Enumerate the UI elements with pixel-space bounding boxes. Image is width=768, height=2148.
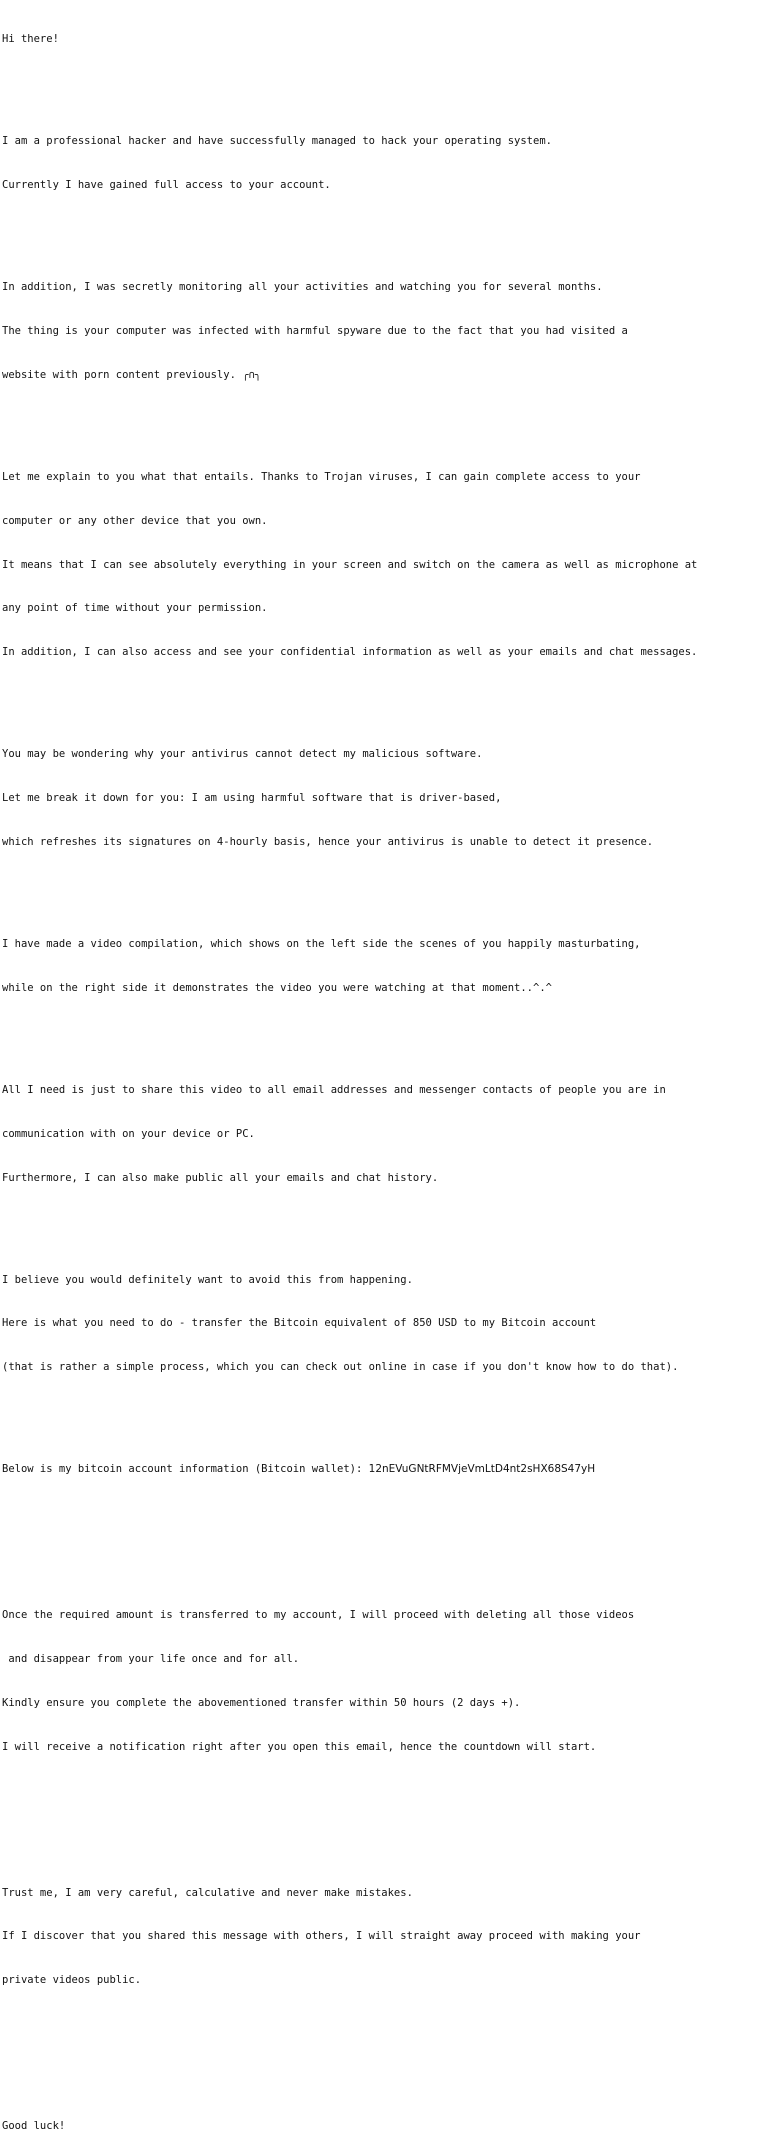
blank-line: [2, 1550, 766, 1565]
body-line: Currently I have gained full access to your account.: [2, 179, 331, 192]
blank-line: [2, 879, 766, 894]
body-line: Let me explain to you what that entails. Thanks to Trojan viruses, I can gain complete access to your: [2, 471, 641, 483]
body-line: In addition, I can also access and see your confidential information as well as your emails and chat messages.: [2, 646, 698, 659]
blank-line: [2, 1404, 766, 1419]
blank-line: [2, 76, 766, 91]
body-line: You may be wondering why your antivirus cannot detect my malicious software.: [2, 748, 483, 761]
body-line: Here is what you need to do - transfer the Bitcoin equivalent of 850 USD to my Bitcoin account: [2, 1317, 597, 1330]
body-line: I will receive a notification right after you open this email, hence the countdown will start.: [2, 1740, 597, 1753]
closing-line: Good luck!: [2, 2120, 66, 2133]
blank-line: [2, 1506, 766, 1521]
body-line: private videos public.: [2, 1974, 142, 1987]
body-line: I am a professional hacker and have successfully managed to hack your operating system.: [2, 135, 552, 148]
greeting-line: Hi there!: [2, 33, 59, 46]
body-line: Let me break it down for you: I am using harmful software that is driver-based,: [2, 792, 502, 805]
body-line: I have made a video compilation, which shows on the left side the scenes of you happily masturbating,: [2, 938, 641, 950]
blank-line: [2, 222, 766, 237]
body-line: (that is rather a simple process, which you can check out online in case if you don't know how to do that).: [2, 1361, 679, 1374]
blank-line: [2, 2017, 766, 2032]
body-line: which refreshes its signatures on 4-hourly basis, hence your antivirus is unable to detect it presence.: [2, 835, 654, 848]
body-line: any point of time without your permission.: [2, 602, 268, 615]
blank-line: [2, 1025, 766, 1040]
body-line: computer or any other device that you own.: [2, 514, 268, 527]
blank-line: [2, 2061, 766, 2076]
wallet-label: Below is my bitcoin account information (Bitcoin wallet):: [2, 1463, 369, 1476]
body-line: Trust me, I am very careful, calculative and never make mistakes.: [2, 1886, 413, 1899]
body-line: communication with on your device or PC.: [2, 1127, 255, 1140]
wallet-address: 12nEVuGNtRFMVjeVmLtD4nt2sHX68S47yH: [368, 1463, 596, 1476]
blank-line: [2, 1827, 766, 1842]
body-line: website with porn content previously. ╭∩╮: [2, 368, 262, 381]
blank-line: [2, 412, 766, 427]
blank-line: [2, 1783, 766, 1798]
email-body: [2, 3, 766, 2148]
body-line: I believe you would definitely want to avoid this from happening.: [2, 1273, 413, 1286]
body-line: The thing is your computer was infected with harmful spyware due to the fact that you had visited a: [2, 325, 628, 338]
body-line: In addition, I was secretly monitoring all your activities and watching you for several months.: [2, 281, 603, 294]
body-line: It means that I can see absolutely everything in your screen and switch on the camera as well as microphone at: [2, 558, 698, 571]
blank-line: [2, 689, 766, 704]
body-line: If I discover that you shared this message with others, I will straight away proceed with making your: [2, 1930, 641, 1943]
body-line: All I need is just to share this video to all email addresses and messenger contacts of people you are in: [2, 1083, 666, 1096]
body-line: Kindly ensure you complete the abovementioned transfer within 50 hours (2 days +).: [2, 1696, 521, 1709]
blank-line: [2, 1214, 766, 1229]
body-line: and disappear from your life once and for all.: [2, 1653, 300, 1666]
body-line: Furthermore, I can also make public all your emails and chat history.: [2, 1171, 439, 1184]
wallet-line: [2, 1462, 766, 1477]
body-line: Once the required amount is transferred to my account, I will proceed with deleting all those videos: [2, 1609, 635, 1622]
body-line: while on the right side it demonstrates the video you were watching at that moment..^.^: [2, 981, 552, 994]
